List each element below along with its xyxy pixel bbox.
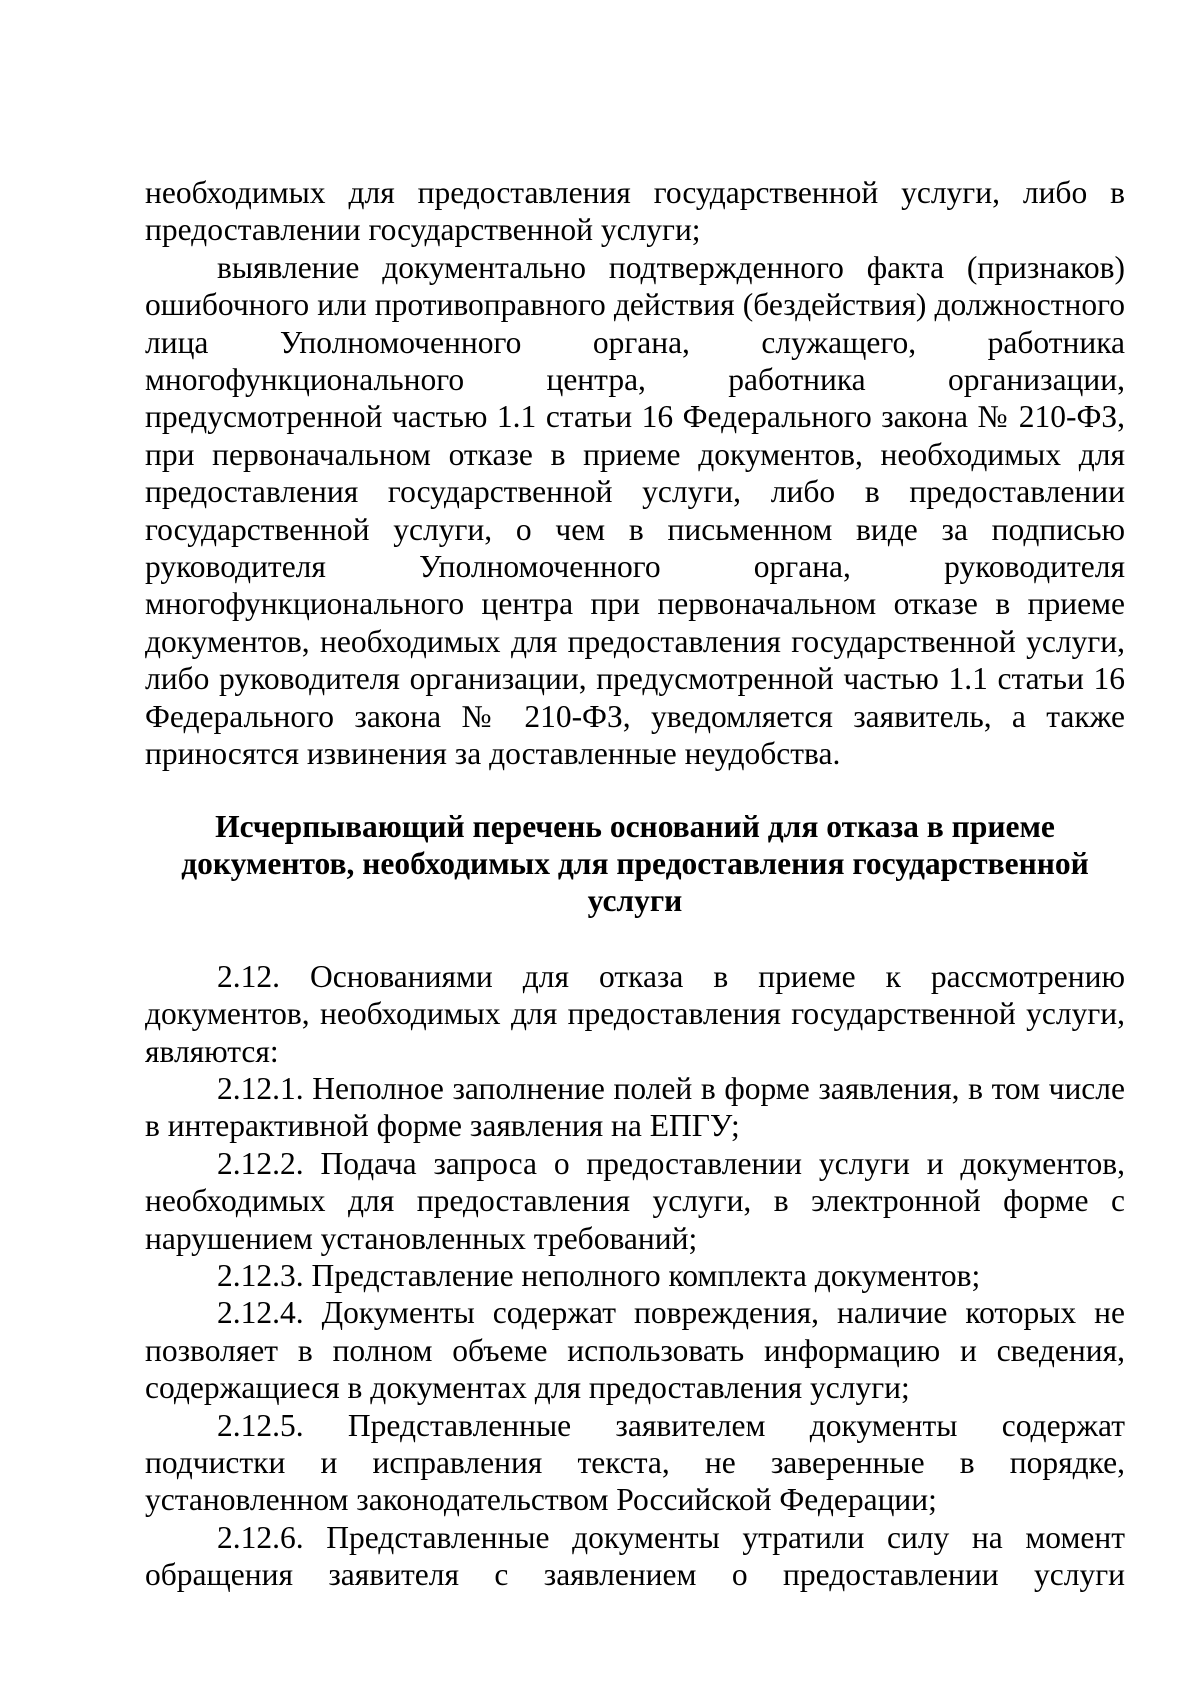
section-heading: Исчерпывающий перечень оснований для отказа в приеме документов, необходимых для предоставления государственной услуги <box>181 808 1089 919</box>
clause-2-12-4: 2.12.4. Документы содержат повреждения, наличие которых не позволяет в полном объеме использовать информацию и сведения, содержащиеся в документах для предоставления услуги; <box>145 1295 1125 1406</box>
clause-2-12-3: 2.12.3. Представление неполного комплекта документов; <box>217 1257 981 1293</box>
paragraph-continuation: необходимых для предоставления государственной услуги, либо в предоставлении государственной услуги; <box>145 175 1125 248</box>
section-spacer <box>145 773 1125 808</box>
clause-2-12-6: 2.12.6. Представленные документы утратили силу на момент обращения заявителя с заявлением о предоставлении услуги <box>145 1519 1125 1593</box>
clause-2-12: 2.12. Основаниями для отказа в приеме к рассмотрению документов, необходимых для предоставления государственной услуги, являются: <box>145 958 1125 1069</box>
clause-2-12-5: 2.12.5. Представленные заявителем документы содержат подчистки и исправления текста, не заверенные в порядке, установленном законодательством Российской Федерации; <box>145 1407 1125 1518</box>
clause-2-12-2: 2.12.2. Подача запроса о предоставлении услуги и документов, необходимых для предоставления услуги, в электронной форме с нарушением установленных требований; <box>145 1145 1125 1256</box>
clause-2-12-1: 2.12.1. Неполное заполнение полей в форме заявления, в том числе в интерактивной форме заявления на ЕПГУ; <box>145 1070 1125 1144</box>
section-spacer <box>145 920 1125 958</box>
document-body <box>145 174 1125 1594</box>
paragraph-fact-detection: выявление документально подтвержденного факта (признаков) ошибочного или противоправного действия (бездействия) должностного лица Уполномоченного органа, служащего, работника многофункционального центра, работника организации, предусмотренной частью 1.1 статьи 16 Федерального закона № 210-ФЗ, при первоначальном отказе в приеме документов, необходимых для предоставления государственной услуги, либо в предоставлении государственной услуги, о чем в письменном виде за подписью руководителя Уполномоченного органа, руководителя многофункционального центра при первоначальном отказе в приеме документов, необходимых для предоставления государственной услуги, либо руководителя организации, предусмотренной частью 1.1 статьи 16 Федерального закона № 210-ФЗ, уведомляется заявитель, а также приносятся извинения за доставленные неудобства. <box>145 249 1125 772</box>
